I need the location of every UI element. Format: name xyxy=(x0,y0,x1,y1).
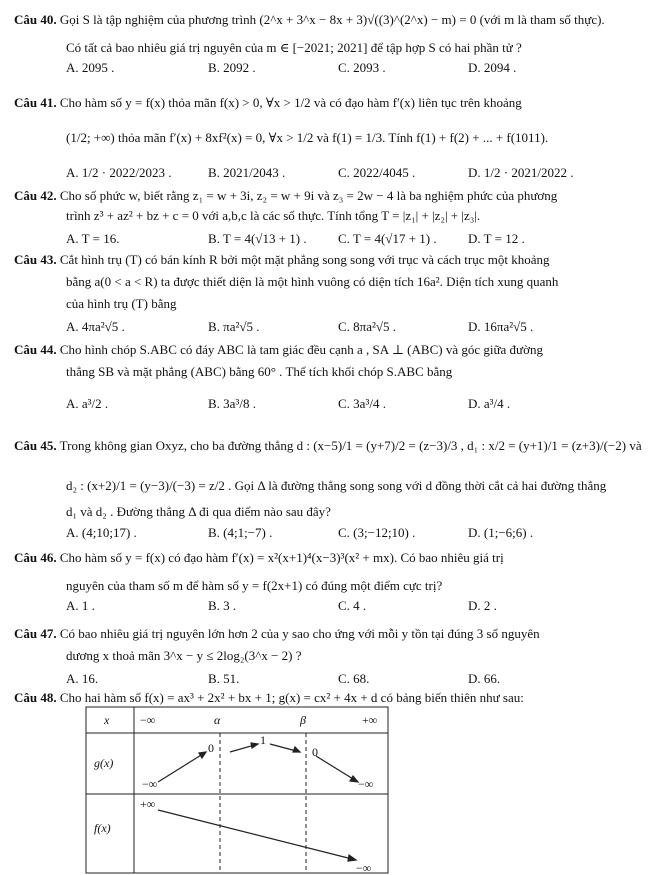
g-arrow-up-1 xyxy=(158,752,206,782)
x-neg-inf: −∞ xyxy=(140,713,156,727)
g-neg-inf-right: −∞ xyxy=(358,777,374,791)
q47-option-a: A. 16. xyxy=(66,671,99,686)
g-one: 1 xyxy=(260,733,266,747)
g-arrowhead-1 xyxy=(199,752,206,758)
q46-line2: nguyên của tham số m để hàm số y = f(2x+1) có đúng một điểm cực trị? xyxy=(66,578,443,593)
x-label: x xyxy=(104,713,110,727)
g-neg-inf-left: −∞ xyxy=(142,777,158,791)
q41-line2: (1/2; +∞) thỏa mãn f′(x) + 8xf²(x) = 0, ∀x > 1/2 và f(1) = 1/3. Tính f(1) + f(2) + ... + f(1011). xyxy=(66,130,549,145)
x-beta: β xyxy=(300,713,306,727)
f-arrowhead xyxy=(348,855,356,861)
q42-stem1: Cho số phức w, biết rằng z₁ = w + 3i, z₂ = w + 9i và z₃ = 2w − 4 là ba nghiệm phức của phương xyxy=(59,188,558,203)
q46-option-a: A. 1 . xyxy=(66,598,95,613)
q45-line3: d₁ và d₂ . Đường thẳng Δ đi qua điểm nào sau đây? xyxy=(66,504,331,519)
q40-label: Câu 40. xyxy=(14,12,57,27)
q44-stem1: Cho hình chóp S.ABC có đáy ABC là tam giác đều cạnh a , SA ⊥ (ABC) và góc giữa đường xyxy=(59,342,543,357)
g-arrowhead-3 xyxy=(293,747,300,752)
q43-label: Câu 43. xyxy=(14,252,57,267)
q47-stem1: Có bao nhiêu giá trị nguyên lớn hơn 2 của y sao cho ứng với mỗi y tồn tại đúng 3 số nguyên xyxy=(59,626,540,641)
q45-stem1: Trong không gian Oxyz, cho ba đường thẳng d : (x−5)/1 = (y+7)/2 = (z−3)/3 , d₁ : x/2 = (y+1)/1 = (z+3)/(−2) và xyxy=(59,438,642,453)
f-neg-inf: −∞ xyxy=(356,861,372,875)
q41-option-d: D. 1/2 · 2021/2022 . xyxy=(468,165,574,180)
q43-option-b: B. πa²√5 . xyxy=(208,319,260,334)
g-arrowhead-4 xyxy=(350,776,358,782)
q45-option-c: C. (3;−12;10) . xyxy=(338,525,416,540)
q43-option-a: A. 4πa²√5 . xyxy=(66,319,125,334)
q41-option-a: A. 1/2 · 2022/2023 . xyxy=(66,165,172,180)
q40-stem1: Gọi S là tập nghiệm của phương trình (2^x + 3^x − 8x + 3)√((3)^(2^x) − m) = 0 (với m là tham số thực). xyxy=(59,12,605,27)
g-zero-alpha: 0 xyxy=(208,741,214,755)
q42-line2: trình z³ + az² + bz + c = 0 với a,b,c là các số thực. Tính tổng T = |z₁| + |z₂| + |z₃|. xyxy=(66,208,481,223)
q44-line2: thẳng SB và mặt phẳng (ABC) bằng 60° . Thể tích khối chóp S.ABC bằng xyxy=(66,364,453,379)
q45-option-a: A. (4;10;17) . xyxy=(66,525,137,540)
q46-label: Câu 46. xyxy=(14,550,57,565)
q47-option-c: C. 68. xyxy=(338,671,370,686)
x-pos-inf: +∞ xyxy=(362,713,378,727)
q40-option-b: B. 2092 . xyxy=(208,60,256,75)
q45-label: Câu 45. xyxy=(14,438,57,453)
q40-line2: Có tất cả bao nhiêu giá trị nguyên của m ∈ [−2021; 2021] để tập hợp S có hai phần tử ? xyxy=(66,40,522,55)
g-arrowhead-2 xyxy=(251,743,258,748)
q41-label: Câu 41. xyxy=(14,95,57,110)
q43-stem1: Cắt hình trụ (T) có bán kính R bởi một mặt phẳng song song với trục và cách trục một khoảng xyxy=(59,252,550,267)
g-zero-beta: 0 xyxy=(312,745,318,759)
q47-line2: dương x thoả mãn 3^x − y ≤ 2log₂(3^x − 2) ? xyxy=(66,648,302,663)
q44-label: Câu 44. xyxy=(14,342,57,357)
q45-option-d: D. (1;−6;6) . xyxy=(468,525,534,540)
q44-option-a: A. a³/2 . xyxy=(66,396,109,411)
x-alpha: α xyxy=(214,713,221,727)
q43-line2: bằng a(0 < a < R) ta được thiết diện là một hình vuông có diện tích 16a². Diện tích xung quanh xyxy=(66,274,559,289)
q44-option-d: D. a³/4 . xyxy=(468,396,511,411)
q46-option-d: D. 2 . xyxy=(468,598,497,613)
q47-label: Câu 47. xyxy=(14,626,57,641)
q42-option-c: C. T = 4(√17 + 1) . xyxy=(338,231,437,246)
q41-option-c: C. 2022/4045 . xyxy=(338,165,416,180)
q40-option-a: A. 2095 . xyxy=(66,60,115,75)
q40-option-c: C. 2093 . xyxy=(338,60,386,75)
q40-option-d: D. 2094 . xyxy=(468,60,517,75)
q46-option-b: B. 3 . xyxy=(208,598,237,613)
f-label: f(x) xyxy=(94,821,111,835)
g-label: g(x) xyxy=(94,756,114,770)
f-arrow-down xyxy=(158,810,356,860)
q41-option-b: B. 2021/2043 . xyxy=(208,165,286,180)
q43-option-d: D. 16πa²√5 . xyxy=(468,319,534,334)
q43-line3: của hình trụ (T) bằng xyxy=(66,296,177,311)
q45-line2: d₂ : (x+2)/1 = (y−3)/(−3) = z/2 . Gọi Δ là đường thẳng song song với d đồng thời cắt cả hai đường thẳng xyxy=(66,478,607,493)
q48-label: Câu 48. xyxy=(14,690,57,705)
q48-stem1: Cho hai hàm số f(x) = ax³ + 2x² + bx + 1; g(x) = cx² + 4x + d có bảng biến thiên như sau: xyxy=(59,690,524,705)
table-border xyxy=(86,707,388,873)
q47-option-b: B. 51. xyxy=(208,671,240,686)
f-pos-inf: +∞ xyxy=(140,797,156,811)
q46-stem1: Cho hàm số y = f(x) có đạo hàm f′(x) = x²(x+1)⁴(x−3)³(x² + mx). Có bao nhiêu giá trị xyxy=(59,550,504,565)
q44-option-b: B. 3a³/8 . xyxy=(208,396,256,411)
q47-option-d: D. 66. xyxy=(468,671,501,686)
q42-option-a: A. T = 16. xyxy=(66,231,120,246)
q42-option-b: B. T = 4(√13 + 1) . xyxy=(208,231,307,246)
q44-option-c: C. 3a³/4 . xyxy=(338,396,386,411)
q45-option-b: B. (4;1;−7) . xyxy=(208,525,273,540)
q43-option-c: C. 8πa²√5 . xyxy=(338,319,397,334)
q42-option-d: D. T = 12 . xyxy=(468,231,525,246)
q41-stem1: Cho hàm số y = f(x) thỏa mãn f(x) > 0, ∀x > 1/2 và có đạo hàm f′(x) liên tục trên khoảng xyxy=(59,95,522,110)
q46-option-c: C. 4 . xyxy=(338,598,367,613)
q42-label: Câu 42. xyxy=(14,188,57,203)
